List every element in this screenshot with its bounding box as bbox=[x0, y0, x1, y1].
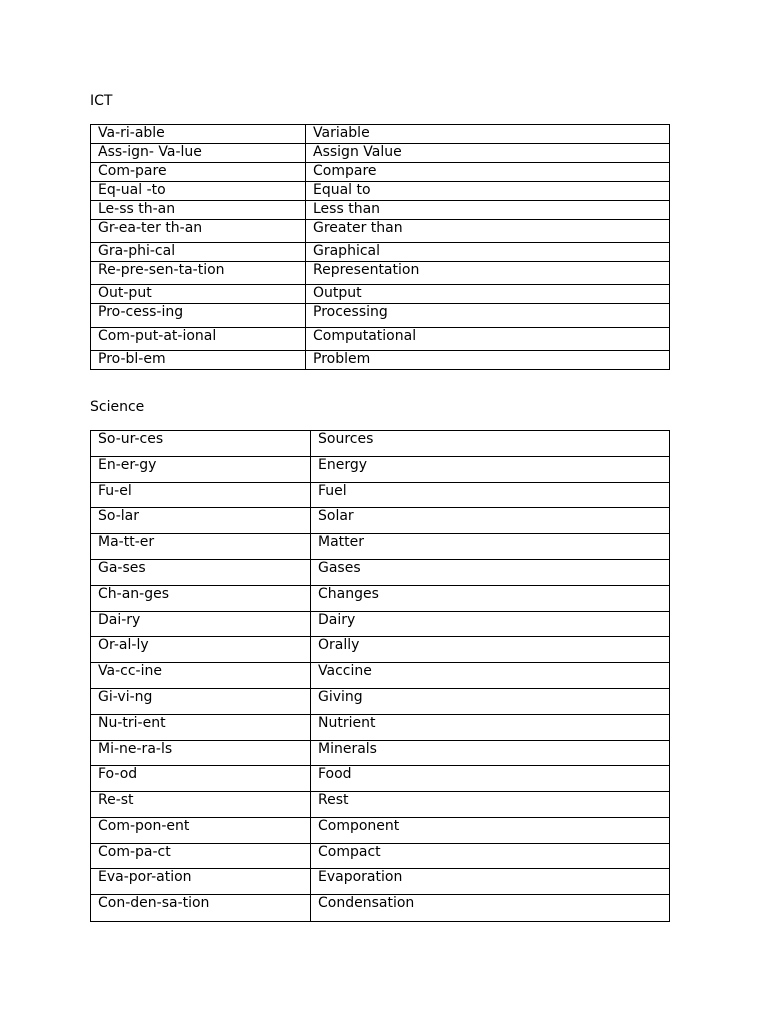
table-row bbox=[91, 285, 670, 304]
hyphenated-word-cell: Com-put-at-ional bbox=[91, 328, 306, 351]
word-cell: Variable bbox=[306, 125, 670, 144]
table-row bbox=[91, 637, 670, 663]
word-cell: Fuel bbox=[311, 483, 670, 508]
word-cell: Dairy bbox=[311, 612, 670, 637]
word-cell: Giving bbox=[311, 689, 670, 715]
hyphenated-word-cell: Re-st bbox=[91, 792, 311, 818]
word-cell: Component bbox=[311, 818, 670, 844]
table-row bbox=[91, 534, 670, 560]
hyphenated-word-cell: Va-cc-ine bbox=[91, 663, 311, 689]
hyphenated-word-cell: Va-ri-able bbox=[91, 125, 306, 144]
word-cell: Orally bbox=[311, 637, 670, 663]
hyphenated-word-cell: Gi-vi-ng bbox=[91, 689, 311, 715]
table-row bbox=[91, 243, 670, 262]
table-row bbox=[91, 663, 670, 689]
table-row bbox=[91, 201, 670, 220]
table-row bbox=[91, 220, 670, 243]
hyphenated-word-cell: Pro-cess-ing bbox=[91, 304, 306, 328]
ict-table-body bbox=[91, 125, 670, 370]
word-cell: Less than bbox=[306, 201, 670, 220]
table-row bbox=[91, 351, 670, 370]
table-row bbox=[91, 844, 670, 869]
table-row bbox=[91, 560, 670, 586]
table-row bbox=[91, 792, 670, 818]
hyphenated-word-cell: Eva-por-ation bbox=[91, 869, 311, 895]
hyphenated-word-cell: Pro-bl-em bbox=[91, 351, 306, 370]
table-row bbox=[91, 508, 670, 534]
word-cell: Sources bbox=[311, 431, 670, 457]
table-row bbox=[91, 483, 670, 508]
hyphenated-word-cell: Eq-ual -to bbox=[91, 182, 306, 201]
word-cell: Solar bbox=[311, 508, 670, 534]
table-row bbox=[91, 689, 670, 715]
word-cell: Assign Value bbox=[306, 144, 670, 163]
table-row bbox=[91, 304, 670, 328]
word-cell: Compact bbox=[311, 844, 670, 869]
hyphenated-word-cell: Fu-el bbox=[91, 483, 311, 508]
table-row bbox=[91, 766, 670, 792]
word-cell: Minerals bbox=[311, 741, 670, 766]
hyphenated-word-cell: So-ur-ces bbox=[91, 431, 311, 457]
hyphenated-word-cell: Gra-phi-cal bbox=[91, 243, 306, 262]
hyphenated-word-cell: Ga-ses bbox=[91, 560, 311, 586]
word-cell: Greater than bbox=[306, 220, 670, 243]
hyphenated-word-cell: Ass-ign- Va-lue bbox=[91, 144, 306, 163]
hyphenated-word-cell: Or-al-ly bbox=[91, 637, 311, 663]
science-section-heading: Science bbox=[90, 399, 145, 415]
hyphenated-word-cell: En-er-gy bbox=[91, 457, 311, 483]
science-word-table bbox=[90, 430, 670, 922]
hyphenated-word-cell: Out-put bbox=[91, 285, 306, 304]
hyphenated-word-cell: Gr-ea-ter th-an bbox=[91, 220, 306, 243]
word-cell: Evaporation bbox=[311, 869, 670, 895]
table-row bbox=[91, 895, 670, 922]
word-cell: Compare bbox=[306, 163, 670, 182]
word-cell: Energy bbox=[311, 457, 670, 483]
hyphenated-word-cell: Fo-od bbox=[91, 766, 311, 792]
table-row bbox=[91, 144, 670, 163]
table-row bbox=[91, 262, 670, 285]
word-cell: Computational bbox=[306, 328, 670, 351]
word-cell: Food bbox=[311, 766, 670, 792]
hyphenated-word-cell: Dai-ry bbox=[91, 612, 311, 637]
table-row bbox=[91, 457, 670, 483]
hyphenated-word-cell: Con-den-sa-tion bbox=[91, 895, 311, 922]
hyphenated-word-cell: Re-pre-sen-ta-tion bbox=[91, 262, 306, 285]
ict-word-table bbox=[90, 124, 670, 370]
table-row bbox=[91, 818, 670, 844]
word-cell: Rest bbox=[311, 792, 670, 818]
hyphenated-word-cell: So-lar bbox=[91, 508, 311, 534]
science-table-body bbox=[91, 431, 670, 922]
hyphenated-word-cell: Nu-tri-ent bbox=[91, 715, 311, 741]
table-row bbox=[91, 869, 670, 895]
table-row bbox=[91, 163, 670, 182]
hyphenated-word-cell: Mi-ne-ra-ls bbox=[91, 741, 311, 766]
word-cell: Graphical bbox=[306, 243, 670, 262]
hyphenated-word-cell: Ma-tt-er bbox=[91, 534, 311, 560]
hyphenated-word-cell: Com-pon-ent bbox=[91, 818, 311, 844]
word-cell: Problem bbox=[306, 351, 670, 370]
word-cell: Nutrient bbox=[311, 715, 670, 741]
word-cell: Equal to bbox=[306, 182, 670, 201]
table-row bbox=[91, 612, 670, 637]
table-row bbox=[91, 125, 670, 144]
table-row bbox=[91, 741, 670, 766]
hyphenated-word-cell: Com-pare bbox=[91, 163, 306, 182]
hyphenated-word-cell: Le-ss th-an bbox=[91, 201, 306, 220]
word-cell: Processing bbox=[306, 304, 670, 328]
ict-section-heading: ICT bbox=[90, 93, 113, 109]
table-row bbox=[91, 182, 670, 201]
table-row bbox=[91, 715, 670, 741]
table-row bbox=[91, 586, 670, 612]
word-cell: Gases bbox=[311, 560, 670, 586]
word-cell: Condensation bbox=[311, 895, 670, 922]
word-cell: Representation bbox=[306, 262, 670, 285]
word-cell: Output bbox=[306, 285, 670, 304]
hyphenated-word-cell: Ch-an-ges bbox=[91, 586, 311, 612]
word-cell: Vaccine bbox=[311, 663, 670, 689]
word-cell: Changes bbox=[311, 586, 670, 612]
table-row bbox=[91, 431, 670, 457]
table-row bbox=[91, 328, 670, 351]
hyphenated-word-cell: Com-pa-ct bbox=[91, 844, 311, 869]
word-cell: Matter bbox=[311, 534, 670, 560]
